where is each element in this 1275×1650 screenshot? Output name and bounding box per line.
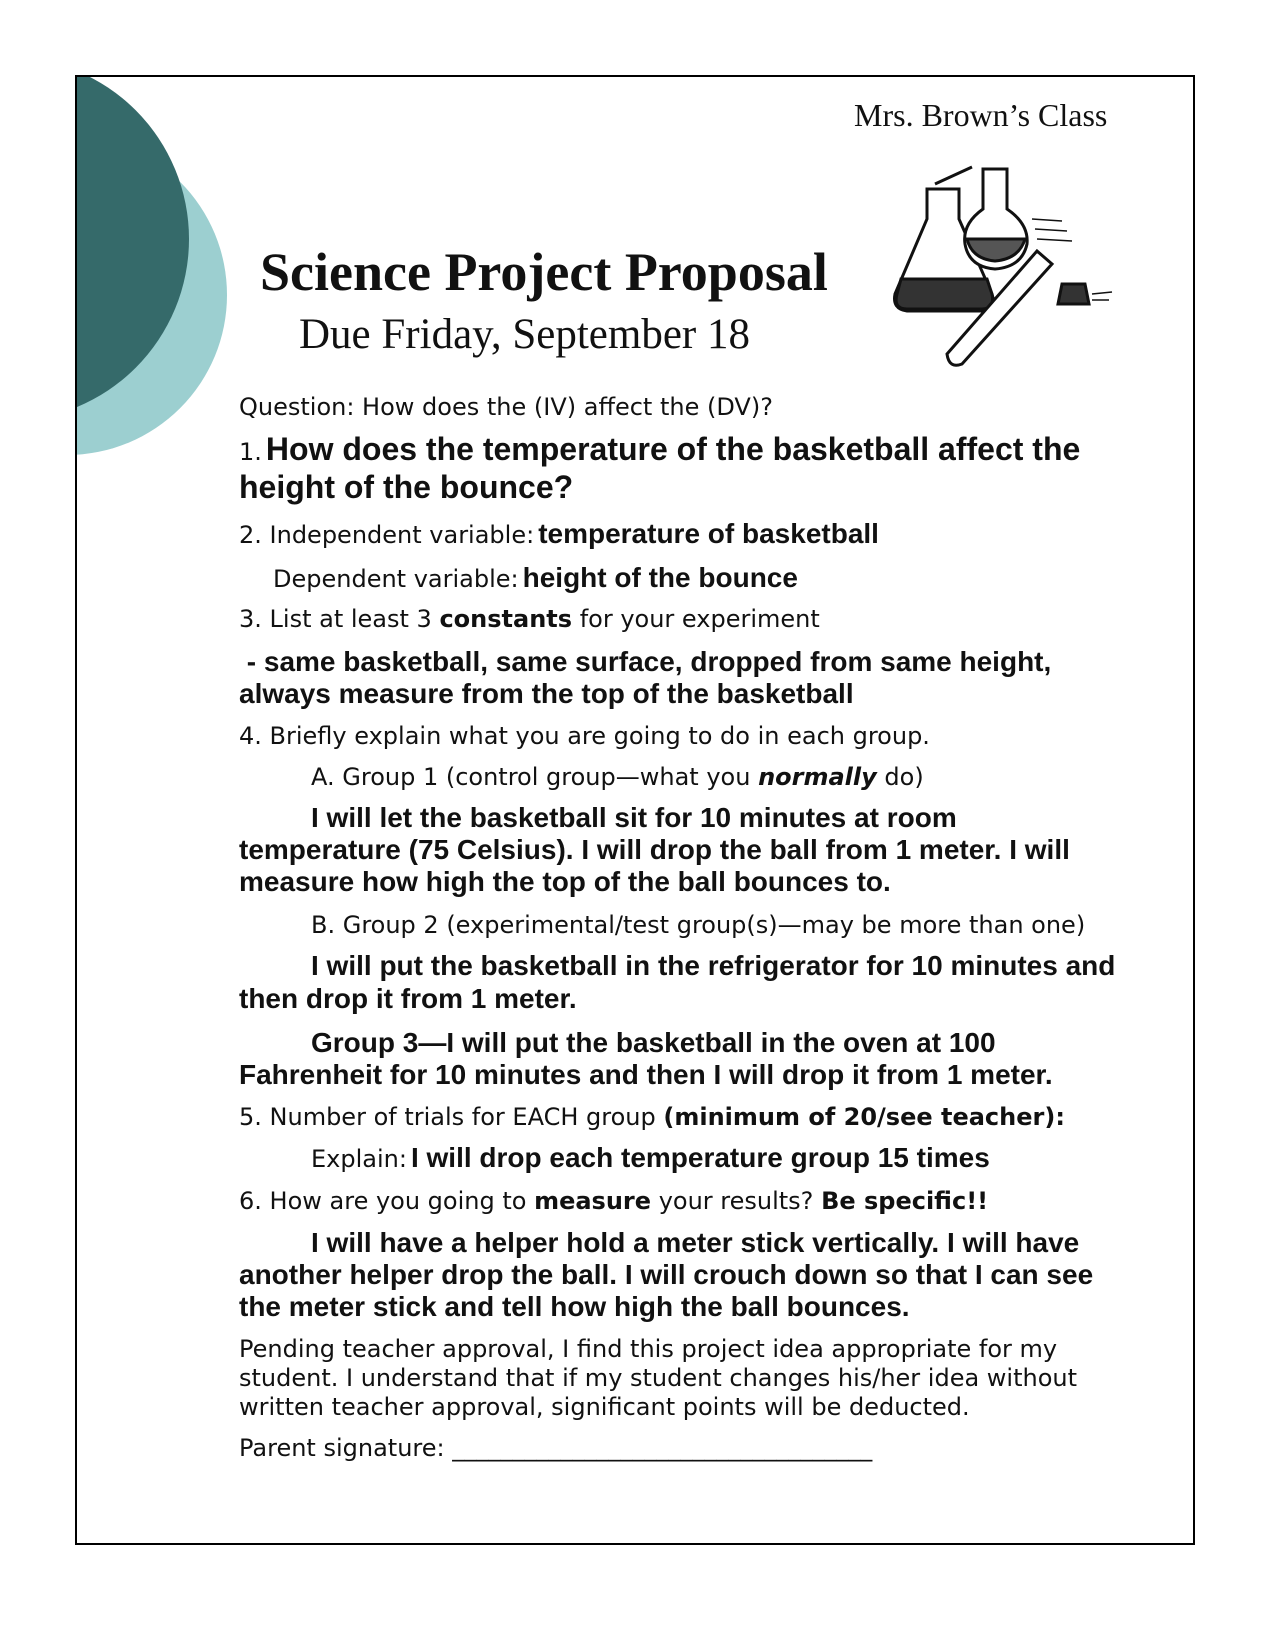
group3-line2: Fahrenheit for 10 minutes and then I will drop it from 1 meter. bbox=[239, 1059, 1053, 1090]
q6-answer-line1: I will have a helper hold a meter stick vertically. I will have bbox=[311, 1227, 1080, 1258]
teal-circles-decoration bbox=[77, 77, 237, 457]
q1-line1 bbox=[239, 431, 1080, 468]
iv-value: temperature of basketball bbox=[538, 518, 879, 549]
approval-line1: Pending teacher approval, I find this project idea appropriate for my bbox=[239, 1335, 1058, 1363]
q4-prompt: 4. Briefly explain what you are going to do in each group. bbox=[239, 722, 930, 750]
q4-b-answer-line1: I will put the basketball in the refrigerator for 10 minutes and bbox=[311, 950, 1116, 981]
approval-line3: written teacher approval, significant points will be deducted. bbox=[239, 1393, 970, 1421]
q3-prefix: 3. List at least 3 bbox=[239, 605, 432, 633]
q5-explain bbox=[311, 1142, 990, 1174]
q1-answer-line2: height of the bounce? bbox=[239, 469, 574, 505]
q5-prompt bbox=[239, 1103, 1065, 1131]
q6-answer-line3: the meter stick and tell how high the ball bounces. bbox=[239, 1291, 910, 1322]
q5-emphasis: (minimum of 20/see teacher): bbox=[663, 1103, 1065, 1131]
q4-a-prefix: A. Group 1 (control group—what you bbox=[311, 763, 751, 791]
q4-a-answer-line2: temperature (75 Celsius). I will drop the ball from 1 meter. I will bbox=[239, 834, 1070, 865]
class-name: Mrs. Brown’s Class bbox=[854, 97, 1108, 133]
question-prompt: Question: How does the (IV) affect the (DV)? bbox=[239, 393, 773, 421]
q6-suffix: your results? bbox=[658, 1187, 814, 1215]
q2-dv bbox=[273, 562, 798, 594]
explain-label: Explain: bbox=[311, 1145, 407, 1173]
group3-line1: Group 3—I will put the basketball in the oven at 100 bbox=[311, 1027, 996, 1058]
proposal-page bbox=[75, 75, 1195, 1545]
q4-a-prompt bbox=[311, 763, 924, 791]
q6-answer-line2: another helper drop the ball. I will crouch down so that I can see bbox=[239, 1259, 1094, 1290]
q6-prefix: 6. How are you going to bbox=[239, 1187, 527, 1215]
explain-value: I will drop each temperature group 15 times bbox=[410, 1142, 990, 1173]
q4-a-suffix: do) bbox=[884, 763, 924, 791]
lab-glassware-icon bbox=[887, 159, 1117, 369]
q3-keyword: constants bbox=[439, 605, 573, 633]
q1-answer: How does the temperature of the basketball affect the bbox=[265, 431, 1081, 467]
dv-label: Dependent variable: bbox=[273, 565, 519, 593]
q2-iv bbox=[239, 518, 879, 550]
approval-line2: student. I understand that if my student changes his/her idea without bbox=[239, 1364, 1078, 1392]
q4-b-answer-line2: then drop it from 1 meter. bbox=[239, 983, 577, 1014]
parent-signature-field[interactable]: Parent signature: ___________________________________ bbox=[239, 1434, 873, 1462]
q6-emphasis: Be specific!! bbox=[821, 1187, 989, 1215]
q4-a-answer-line1: I will let the basketball sit for 10 minutes at room bbox=[311, 802, 957, 833]
q4-b-prompt: B. Group 2 (experimental/test group(s)—may be more than one) bbox=[311, 911, 1086, 939]
q4-a-keyword: normally bbox=[758, 763, 877, 791]
q6-prompt bbox=[239, 1187, 988, 1215]
q3-answer-line2: always measure from the top of the basketball bbox=[239, 678, 854, 709]
q5-prefix: 5. Number of trials for EACH group bbox=[239, 1103, 656, 1131]
dv-value: height of the bounce bbox=[522, 562, 798, 593]
q1-number: 1. bbox=[239, 438, 262, 466]
q6-keyword: measure bbox=[534, 1187, 652, 1215]
q3-answer-line1: - same basketball, same surface, dropped from same height, bbox=[239, 646, 1052, 677]
q3-prompt bbox=[239, 605, 820, 633]
q4-a-answer-line3: measure how high the top of the ball bounces to. bbox=[239, 866, 891, 897]
q3-suffix: for your experiment bbox=[579, 605, 820, 633]
iv-label: 2. Independent variable: bbox=[239, 521, 535, 549]
page-title: Science Project Proposal bbox=[260, 242, 828, 302]
due-date: Due Friday, September 18 bbox=[299, 311, 750, 358]
